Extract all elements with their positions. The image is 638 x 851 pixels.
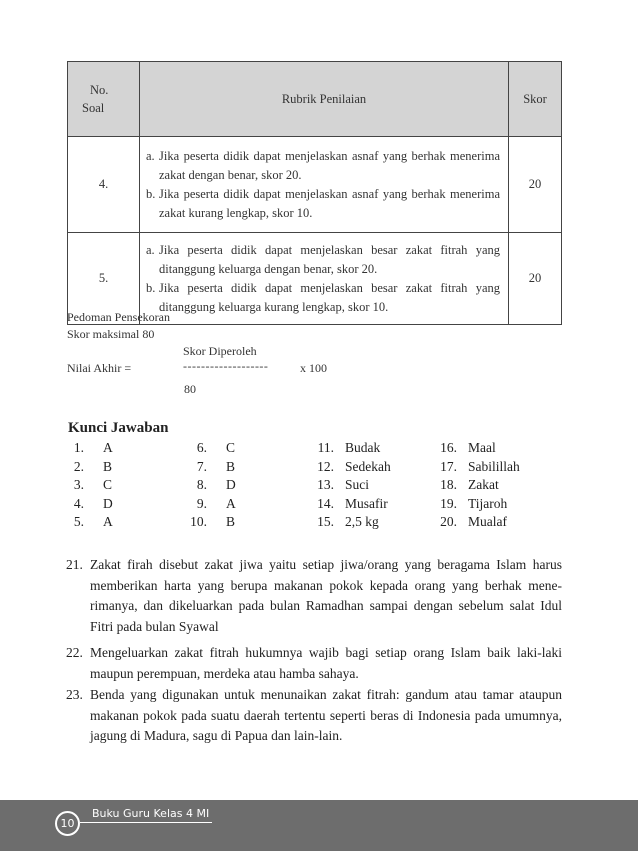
rubric-item-letter: b. xyxy=(146,280,156,295)
answer-number: 15. xyxy=(317,514,334,529)
essay-line: Zakat firah disebut zakat jiwa yaitu setiap jiwa/orang yang beragama Islam harus xyxy=(90,557,562,572)
answer-value: Mualaf xyxy=(468,514,507,529)
book-title: Buku Guru Kelas 4 MI xyxy=(92,807,210,820)
table-header-row xyxy=(68,62,562,137)
essay-line: Benda yang digunakan untuk menunaikan zakat fitrah: gandum atau tamar ataupun xyxy=(90,687,562,702)
scoring-numerator: Skor Diperoleh xyxy=(183,344,257,358)
answer-value: B xyxy=(103,458,113,474)
answer-number: 4. xyxy=(73,495,84,511)
essay-line: Fitri pada bulan Syawal xyxy=(90,618,219,634)
answer-number: 20. xyxy=(440,514,457,529)
essay-line: makanan pokok pada suatu daerah tertentu seperti beras di Indonesia pada umumnya, xyxy=(90,707,562,723)
answer-number: 6. xyxy=(196,440,207,455)
answer-number: 8. xyxy=(196,477,207,492)
answer-value: C xyxy=(103,477,113,492)
rubric-item-text: Jika peserta didik dapat menjelaskan besar zakat fitrah yang ditanggung keluarga dengan benar, skor 20. xyxy=(159,242,500,276)
score-cell: 20 xyxy=(509,137,562,233)
question-number: 4. xyxy=(68,137,140,233)
answer-number: 7. xyxy=(196,458,207,474)
header-no-line2: Soal xyxy=(82,101,105,115)
header-no-line1: No. xyxy=(90,83,109,97)
answer-number: 16. xyxy=(440,440,457,455)
page-number: 10 xyxy=(55,811,80,836)
header-no-soal xyxy=(68,62,140,137)
rubric-item-text: Jika peserta didik dapat menjelaskan asnaf yang berhak menerima zakat dengan benar, skor 20. xyxy=(159,148,500,182)
essay-number: 22. xyxy=(66,645,83,660)
footer-divider xyxy=(80,822,212,823)
answer-number: 3. xyxy=(73,477,84,492)
essay-line: Mengeluarkan zakat fitrah hukumnya wajib bagi setiap orang Islam baik laki-laki xyxy=(90,645,562,660)
answer-value: Sedekah xyxy=(345,458,391,474)
answer-value: B xyxy=(226,458,236,474)
answer-value: C xyxy=(226,440,236,455)
answer-number: 5. xyxy=(73,514,84,529)
scoring-label: Nilai Akhir = xyxy=(67,361,132,375)
answer-value: B xyxy=(226,514,236,529)
scoring-max: Skor maksimal 80 xyxy=(67,327,155,341)
essay-line: rimanya, dan dikeluarkan pada bulan Ramadhan sampai dengan sebelum salat Idul xyxy=(90,598,562,613)
answer-number: 19. xyxy=(440,495,457,511)
rubric-item-text: Jika peserta didik dapat menjelaskan besar zakat fitrah yang ditanggung keluarga kurang lengkap, skor 10. xyxy=(159,280,500,314)
rubric-item-letter: a. xyxy=(146,148,155,163)
score-cell: 20 xyxy=(509,233,562,325)
rubric-cell xyxy=(140,233,509,325)
header-score: Skor xyxy=(509,62,562,137)
rubric-item xyxy=(146,279,500,317)
scoring-multiplier: x 100 xyxy=(300,361,327,375)
answer-value: A xyxy=(103,514,113,529)
answer-value: Tijaroh xyxy=(468,495,508,511)
answer-number: 18. xyxy=(440,477,457,492)
answer-value: Musafir xyxy=(345,495,388,511)
rubric-table xyxy=(67,61,562,325)
answer-value: Zakat xyxy=(468,477,499,492)
scoring-denominator: 80 xyxy=(184,382,196,396)
rubric-item xyxy=(146,147,500,185)
rubric-item-letter: a. xyxy=(146,242,155,257)
answer-value: A xyxy=(103,440,113,455)
rubric-item xyxy=(146,185,500,223)
table-row xyxy=(68,137,562,233)
rubric-item-letter: b. xyxy=(146,186,156,201)
rubric-cell xyxy=(140,137,509,233)
essay-number: 23. xyxy=(66,687,83,702)
answer-value: 2,5 kg xyxy=(345,514,379,529)
answer-number: 11. xyxy=(317,440,334,455)
answer-number: 2. xyxy=(73,458,84,474)
answer-key-title: Kunci Jawaban xyxy=(68,420,169,436)
answer-number: 17. xyxy=(440,458,457,474)
answer-value: Budak xyxy=(345,440,381,455)
header-rubric: Rubrik Penilaian xyxy=(140,62,509,137)
rubric-item xyxy=(146,241,500,279)
scoring-title: Pedoman Pensekoran xyxy=(67,310,170,324)
scoring-divider: ------------------- xyxy=(183,359,269,373)
answer-number: 10. xyxy=(190,514,207,529)
answer-value: Suci xyxy=(345,477,370,492)
rubric-item-text: Jika peserta didik dapat menjelaskan asnaf yang berhak menerima zakat kurang lengkap, skor 10. xyxy=(159,186,500,220)
essay-line: maupun perempuan, merdeka atau hamba sahaya. xyxy=(90,665,359,681)
essay-number: 21. xyxy=(66,557,83,572)
answer-value: Sabilillah xyxy=(468,458,520,474)
essay-line: memberikan harta yang berupa makanan pokok kepada orang yang berhak mene- xyxy=(90,577,562,593)
essay-line: jagung di Madura, sagu di Papua dan lain-lain. xyxy=(90,728,343,743)
answer-value: D xyxy=(226,477,236,492)
answer-number: 1. xyxy=(73,440,84,455)
answer-number: 9. xyxy=(196,495,207,511)
answer-number: 14. xyxy=(317,495,334,511)
answer-value: Maal xyxy=(468,440,496,455)
answer-number: 13. xyxy=(317,477,334,492)
question-number: 5. xyxy=(68,233,140,325)
answer-number: 12. xyxy=(317,458,334,474)
answer-value: A xyxy=(226,495,236,511)
answer-value: D xyxy=(103,495,113,511)
